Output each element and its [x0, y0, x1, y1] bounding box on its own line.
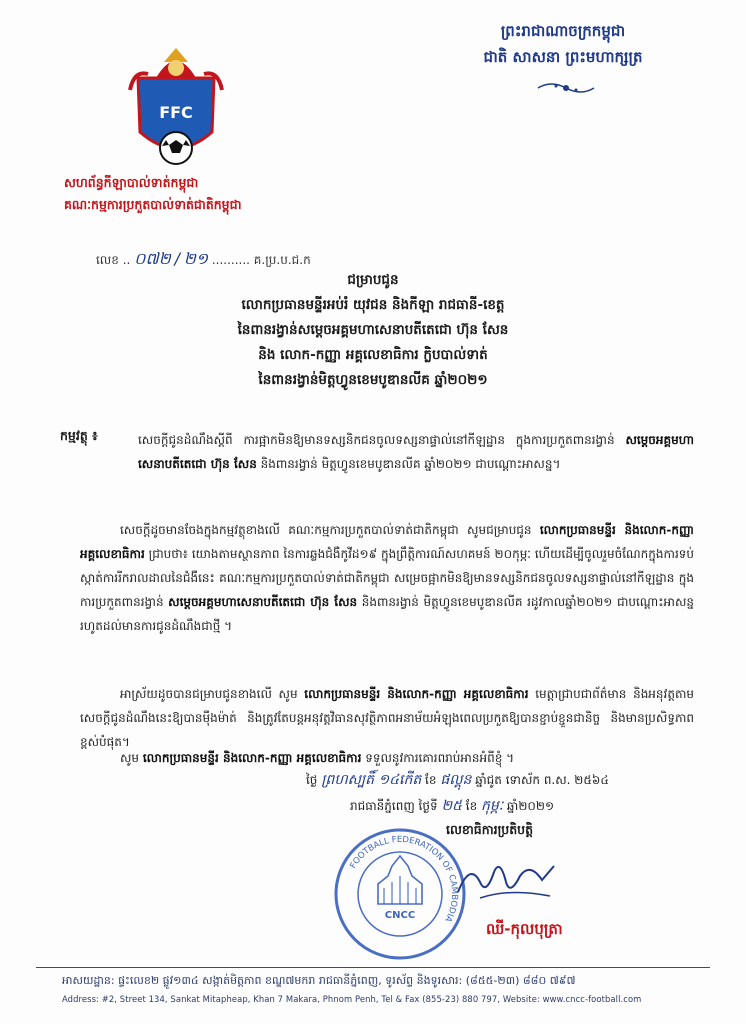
solar-date: រាជធានីភ្នំពេញ ថ្ងៃទី ២៥ ខែ កុម្ភៈ ឆ្នាំ២០២១: [350, 798, 555, 814]
signer-name: ឈី-កុលបុត្រា: [486, 920, 563, 938]
kingdom-line1: ព្រះរាជាណាចក្រកម្ពុជា: [500, 22, 626, 40]
footer-address-en: Address: #2, Street 134, Sankat Mitapheap, Khan 7 Makara, Phnom Penh, Tel & Fax (855-23) 880 797, Website: www.cncc-football.com: [62, 994, 642, 1004]
federation-line2: គណៈកម្មការប្រកួតបាល់ទាត់ជាតិកម្ពុជា: [64, 197, 242, 212]
handwritten-signature-icon: [450, 852, 560, 908]
solar-day: ២៥: [441, 798, 462, 814]
kingdom-line2: ជាតិ សាសនា ព្រះមហាក្សត្រ: [483, 48, 643, 66]
subject-label: កម្មវត្ថុ ៖: [60, 428, 98, 443]
reference-year: ២១: [183, 249, 208, 268]
federation-logo-icon: [128, 40, 224, 170]
official-stamp-icon: [332, 826, 468, 962]
svg-text:CNCC: CNCC: [384, 910, 416, 921]
reference-number: លេខ .. ០៧២ / ២១ .......... គ.ប្រ.ប.ជ.ក: [96, 249, 311, 268]
federation-line1: សហព័ន្ធកីឡាបាល់ទាត់កម្ពុជា: [64, 175, 199, 190]
ornament-icon: [536, 80, 596, 96]
subject-text: សេចក្ដីជូនដំណឹងស្ដីពី ការផ្អាកមិនឱ្យមានទស្សនិកជនចូលទស្សនាផ្ទាល់នៅកីឡដ្ឋាន ក្នុងការប្រកួតពានរង្វាន់ សម្ដេចអគ្គមហាសេនាបតីតេជោ ហ៊ុន សែន និងពានរង្វាន់ មិត្តហ្វូនខេមបូឌានលីគ ឆ្នាំ២០២១ ជាបណ្ដោះអាសន្ន។: [138, 433, 694, 471]
solar-month: កុម្ភៈ: [481, 798, 504, 814]
svg-text:FOOTBALL FEDERATION OF CAMBODI: FOOTBALL FEDERATION OF CAMBODIA: [348, 834, 460, 924]
kingdom-heading: [438, 18, 688, 70]
recipients-heading: ជម្រាបជូន: [347, 272, 399, 288]
recipient-line1: លោកប្រធានមន្ទីរអប់រំ យុវជន និងកីឡា រាជធានី-ខេត្ត: [241, 297, 505, 313]
federation-name: [64, 172, 242, 216]
recipient-line2: នៃពានរង្វាន់សម្ដេចអគ្គមហាសេនាបតីតេជោ ហ៊ុន សែន: [237, 322, 509, 338]
recipient-line4: នៃពានរង្វាន់មិត្តហ្វូនខេមបូឌានលីគ ឆ្នាំ២០២១: [258, 372, 488, 388]
reference-value: ០៧២: [134, 249, 171, 268]
footer-address-kh: អាសយដ្ឋាន: ផ្ទះលេខ២ ផ្លូវ១៣៤ សង្កាត់មិត្តភាព ខណ្ឌ៧មករា រាជធានីភ្នំពេញ, ទូរស័ព្ទ និងទូរសារ: (៨៥៥-២៣) ៨៨០ ៧៩៧: [62, 974, 576, 987]
body-paragraph-2: អាស្រ័យដូចបានជម្រាបជូនខាងលើ សូម លោកប្រធានមន្ទីរ និងលោក-កញ្ញា អគ្គលេខាធិការ មេត្តាជ្រាបជាព័ត៌មាន និងអនុវត្តតាមសេចក្ដីជូនដំណឹងនេះឱ្យបានម៉ឺងម៉ាត់ និងត្រូវតែបន្តអនុវត្តវិធានសុវត្ថិភាពអនាម័យអំឡុងពេលប្រកួតឱ្យបានខ្ជាប់ខ្ជួនជានិច្ច និងមានប្រសិទ្ធភាពខ្ពស់បំផុត។: [80, 687, 695, 749]
reference-suffix: គ.ប្រ.ប.ជ.ក: [253, 253, 311, 267]
logo-text: FFC: [159, 103, 193, 122]
recipients-block: [60, 268, 686, 393]
lunar-day: ព្រហស្បតិ៍ ១៤កើត: [321, 772, 422, 788]
footer-divider: [36, 967, 710, 968]
reference-prefix: លេខ: [96, 253, 119, 267]
body-paragraph-1: សេចក្ដីដូចមានចែងក្នុងកម្មវត្ថុខាងលើ គណៈកម្មការប្រកួតបាល់ទាត់ជាតិកម្ពុជា សូមជម្រាបជូន លោកប្រធានមន្ទីរ និងលោក-កញ្ញា អគ្គលេខាធិការ ជ្រាបថា៖ យោងតាមស្ថានភាព នៃការឆ្លងជំងឺកូវីដ១៩ ក្នុងព្រឹត្តិការណ៍សហគមន៍ ២០កុម្ភៈ ហើយដើម្បីចូលរួមចំណែកក្នុងការទប់ស្កាត់ការរីករាលដាលនៃជំងឺនេះ គណៈកម្មការប្រកួតបាល់ទាត់ជាតិកម្ពុជា សម្រេចផ្អាកមិនឱ្យមានទស្សនិកជនចូលទស្សនាផ្ទាល់នៅកីឡដ្ឋាន ក្នុងការប្រកួតពានរង្វាន់ សម្ដេចអគ្គមហាសេនាបតីតេជោ ហ៊ុន សែន និងពានរង្វាន់ មិត្តហ្វូនខេមបូឌានលីគ រដូវកាលឆ្នាំ២០២១ ជាបណ្ដោះអាសន្ន រហូតដល់មានការជូនដំណឹងជាថ្មី ។: [80, 523, 695, 633]
signature-title: លេខាធិការប្រតិបត្តិ: [446, 822, 534, 837]
body-paragraph-3: សូម លោកប្រធានមន្ទីរ និងលោក-កញ្ញា អគ្គលេខាធិការ ទទួលនូវការគោរពរាប់អានអំពីខ្ញុំ ។: [120, 751, 515, 765]
recipient-line3: និង លោក-កញ្ញា អគ្គលេខាធិការ ក្លិបបាល់ទាត់: [258, 347, 488, 363]
lunar-month: ផល្គុន: [440, 772, 472, 788]
lunar-date: ថ្ងៃ ព្រហស្បតិ៍ ១៤កើត ខែ ផល្គុន ឆ្នាំជូត ទោស័ក ព.ស. ២៥៦៤: [306, 772, 609, 788]
